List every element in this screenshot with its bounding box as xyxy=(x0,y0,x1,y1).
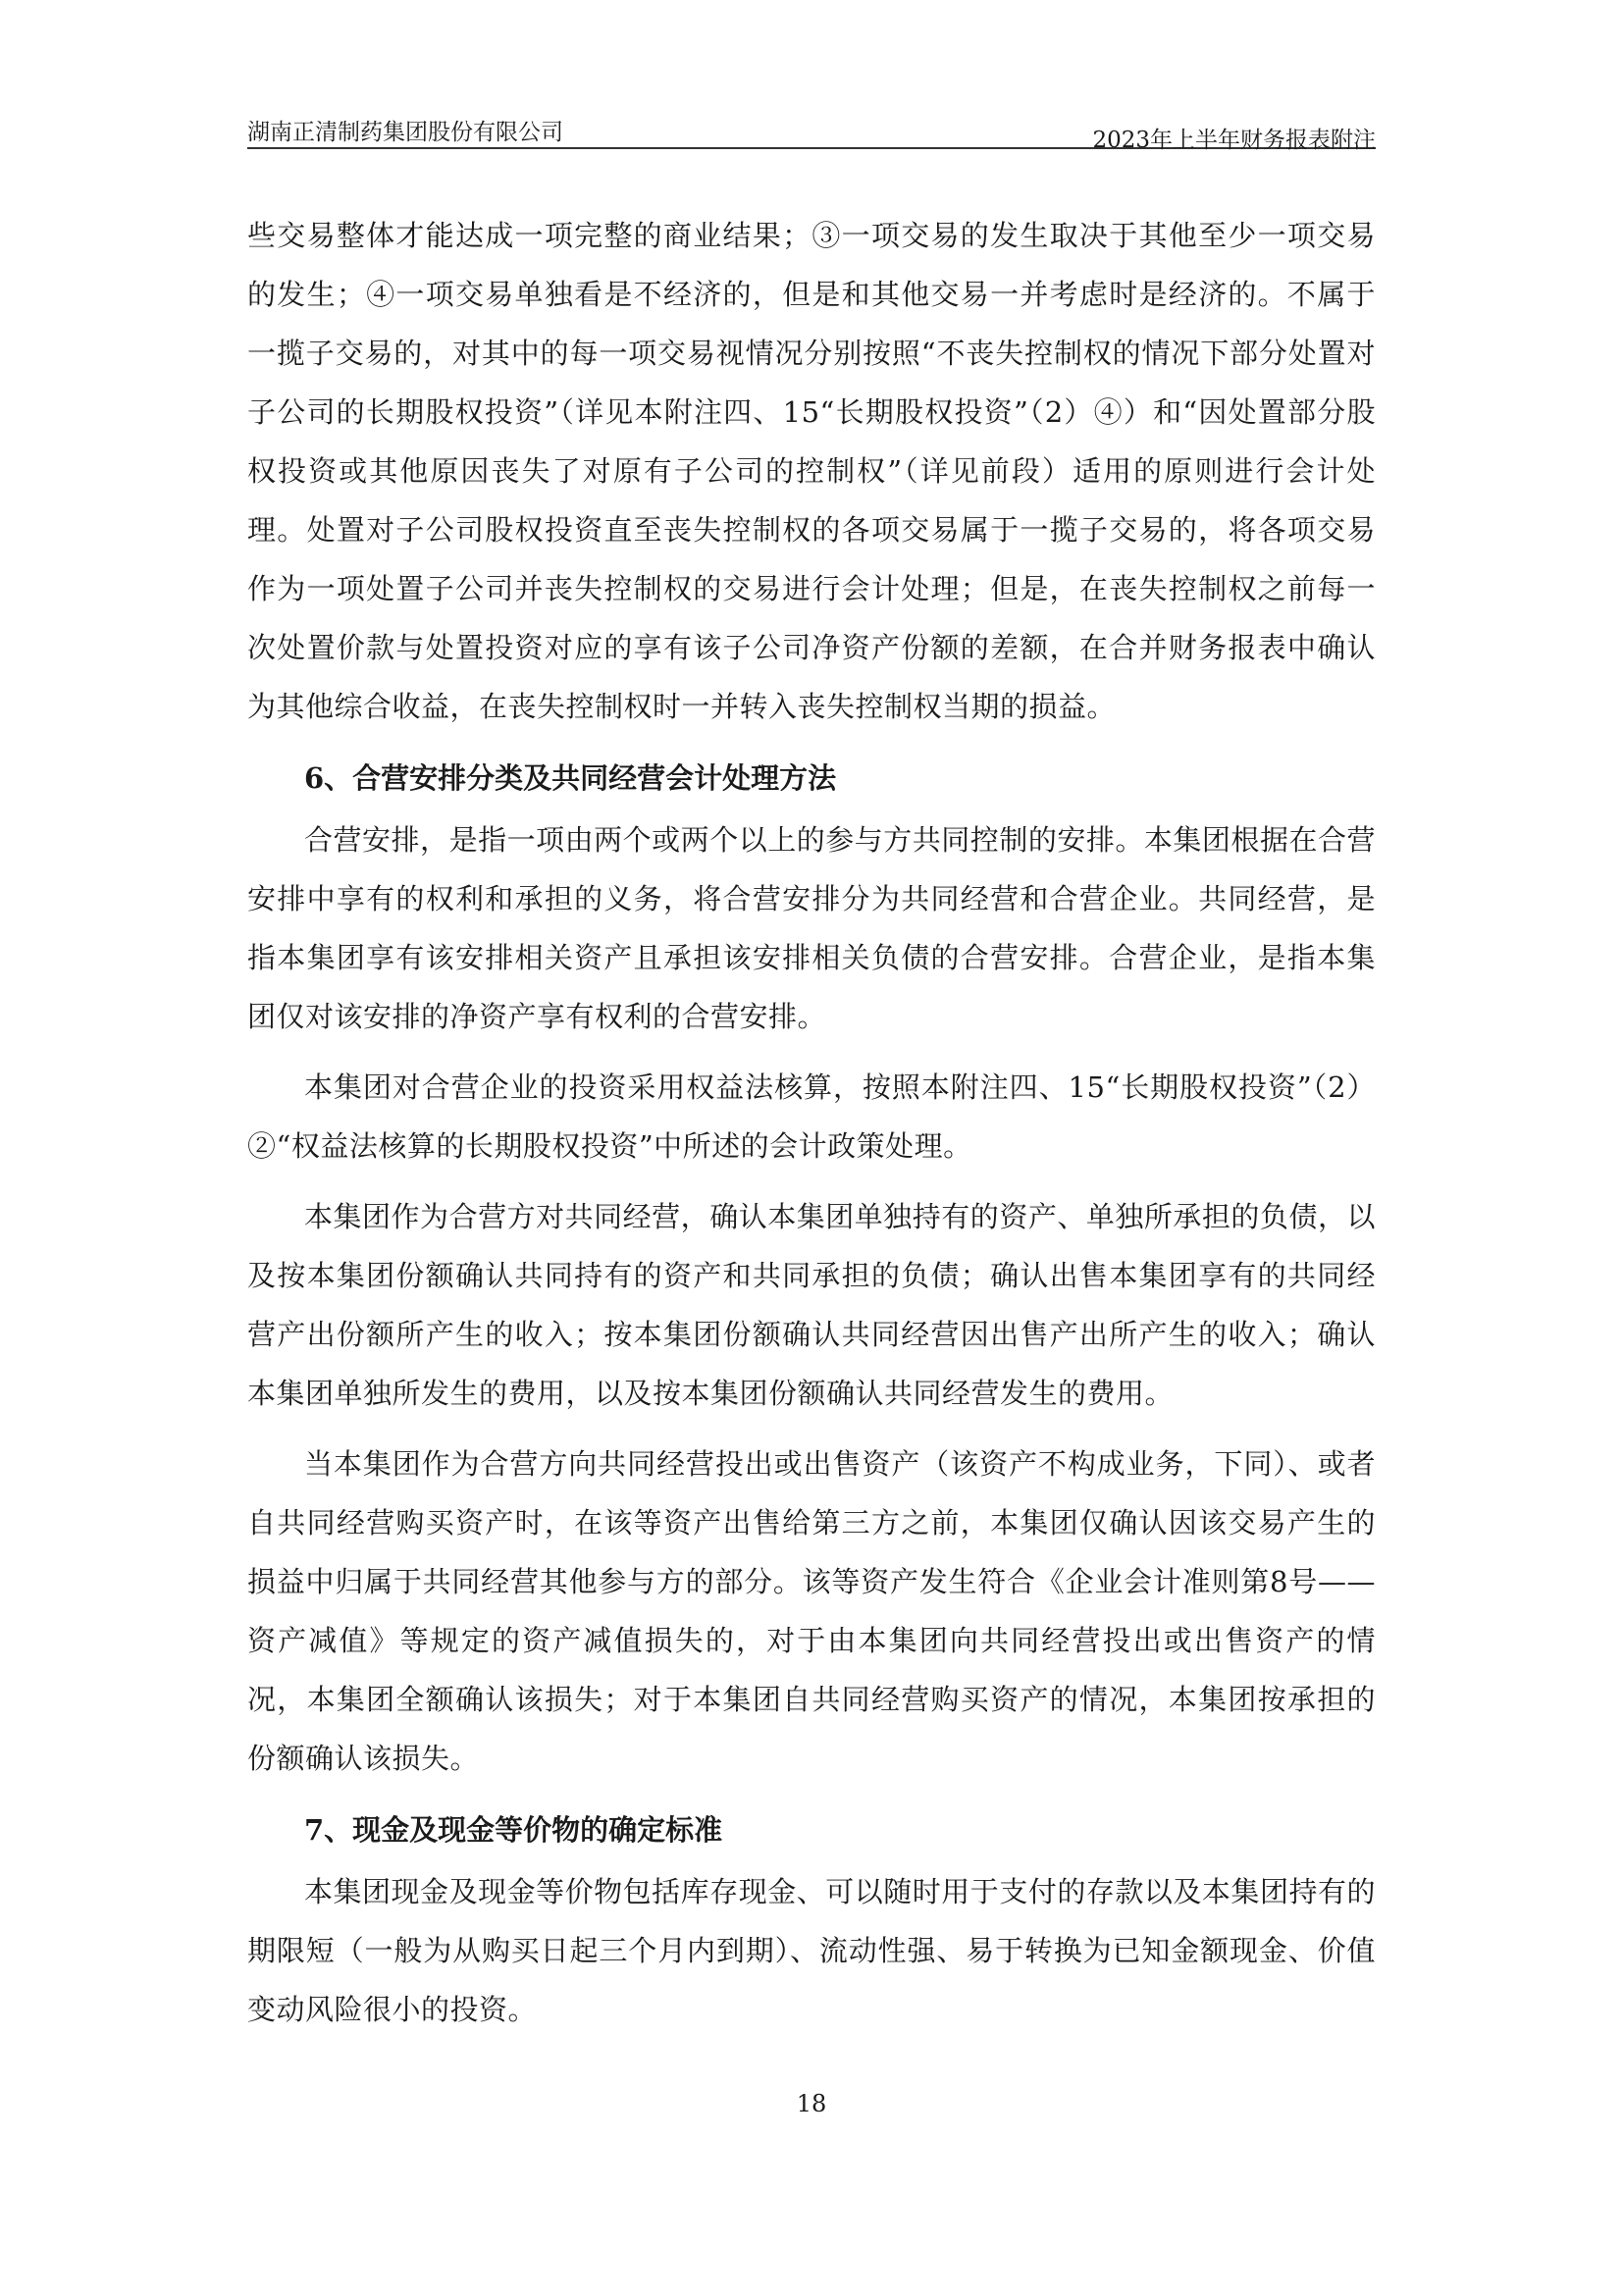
header-document-title: 2023年上半年财务报表附注 xyxy=(1092,128,1376,153)
page-number: 18 xyxy=(796,2090,827,2117)
page-content xyxy=(247,206,1376,2051)
paragraph-joint-operation-transactions: 当本集团作为合营方向共同经营投出或出售资产（该资产不构成业务，下同）、或者自共同经营购买资产时，在该等资产出售给第三方之前，本集团仅确认因该交易产生的损益中归属于共同经营其他参与方的部分。该等资产发生符合《企业会计准则第8号——资产减值》等规定的资产减值损失的，对于由本集团向共同经营投出或出售资产的情况，本集团全额确认该损失；对于本集团自共同经营购买资产的情况，本集团按承担的份额确认该损失。 xyxy=(247,1447,1376,1775)
section-heading-6: 6、合营安排分类及共同经营会计处理方法 xyxy=(304,761,837,795)
paragraph-joint-operation-recognition: 本集团作为合营方对共同经营，确认本集团单独持有的资产、单独所承担的负债，以及按本集团份额确认共同持有的资产和共同承担的负债；确认出售本集团享有的共同经营产出份额所产生的收入；按本集团份额确认共同经营因出售产出所产生的收入；确认本集团单独所发生的费用，以及按本集团份额确认共同经营发生的费用。 xyxy=(247,1200,1376,1410)
page-header xyxy=(247,110,1376,153)
section-heading-7: 7、现金及现金等价物的确定标准 xyxy=(304,1813,723,1847)
paragraph-cash-equivalents: 本集团现金及现金等价物包括库存现金、可以随时用于支付的存款以及本集团持有的期限短（一般为从购买日起三个月内到期）、流动性强、易于转换为已知金额现金、价值变动风险很小的投资。 xyxy=(247,1875,1376,2026)
paragraph-joint-venture-equity-method: 本集团对合营企业的投资采用权益法核算，按照本附注四、15“长期股权投资”（2）②“权益法核算的长期股权投资”中所述的会计政策处理。 xyxy=(247,1070,1376,1163)
paragraph-continued: 些交易整体才能达成一项完整的商业结果；③一项交易的发生取决于其他至少一项交易的发生；④一项交易单独看是不经济的，但是和其他交易一并考虑时是经济的。不属于一揽子交易的，对其中的每一项交易视情况分别按照“不丧失控制权的情况下部分处置对子公司的长期股权投资”（详见本附注四、15“长期股权投资”（2）④）和“因处置部分股权投资或其他原因丧失了对原有子公司的控制权”（详见前段）适用的原则进行会计处理。处置对子公司股权投资直至丧失控制权的各项交易属于一揽子交易的，将各项交易作为一项处置子公司并丧失控制权的交易进行会计处理；但是，在丧失控制权之前每一次处置价款与处置投资对应的享有该子公司净资产份额的差额，在合并财务报表中确认为其他综合收益，在丧失控制权时一并转入丧失控制权当期的损益。 xyxy=(247,219,1376,723)
header-company-name: 湖南正清制药集团股份有限公司 xyxy=(247,120,563,145)
paragraph-joint-arrangement-definition: 合营安排，是指一项由两个或两个以上的参与方共同控制的安排。本集团根据在合营安排中享有的权利和承担的义务，将合营安排分为共同经营和合营企业。共同经营，是指本集团享有该安排相关资产且承担该安排相关负债的合营安排。合营企业，是指本集团仅对该安排的净资产享有权利的合营安排。 xyxy=(247,823,1376,1033)
